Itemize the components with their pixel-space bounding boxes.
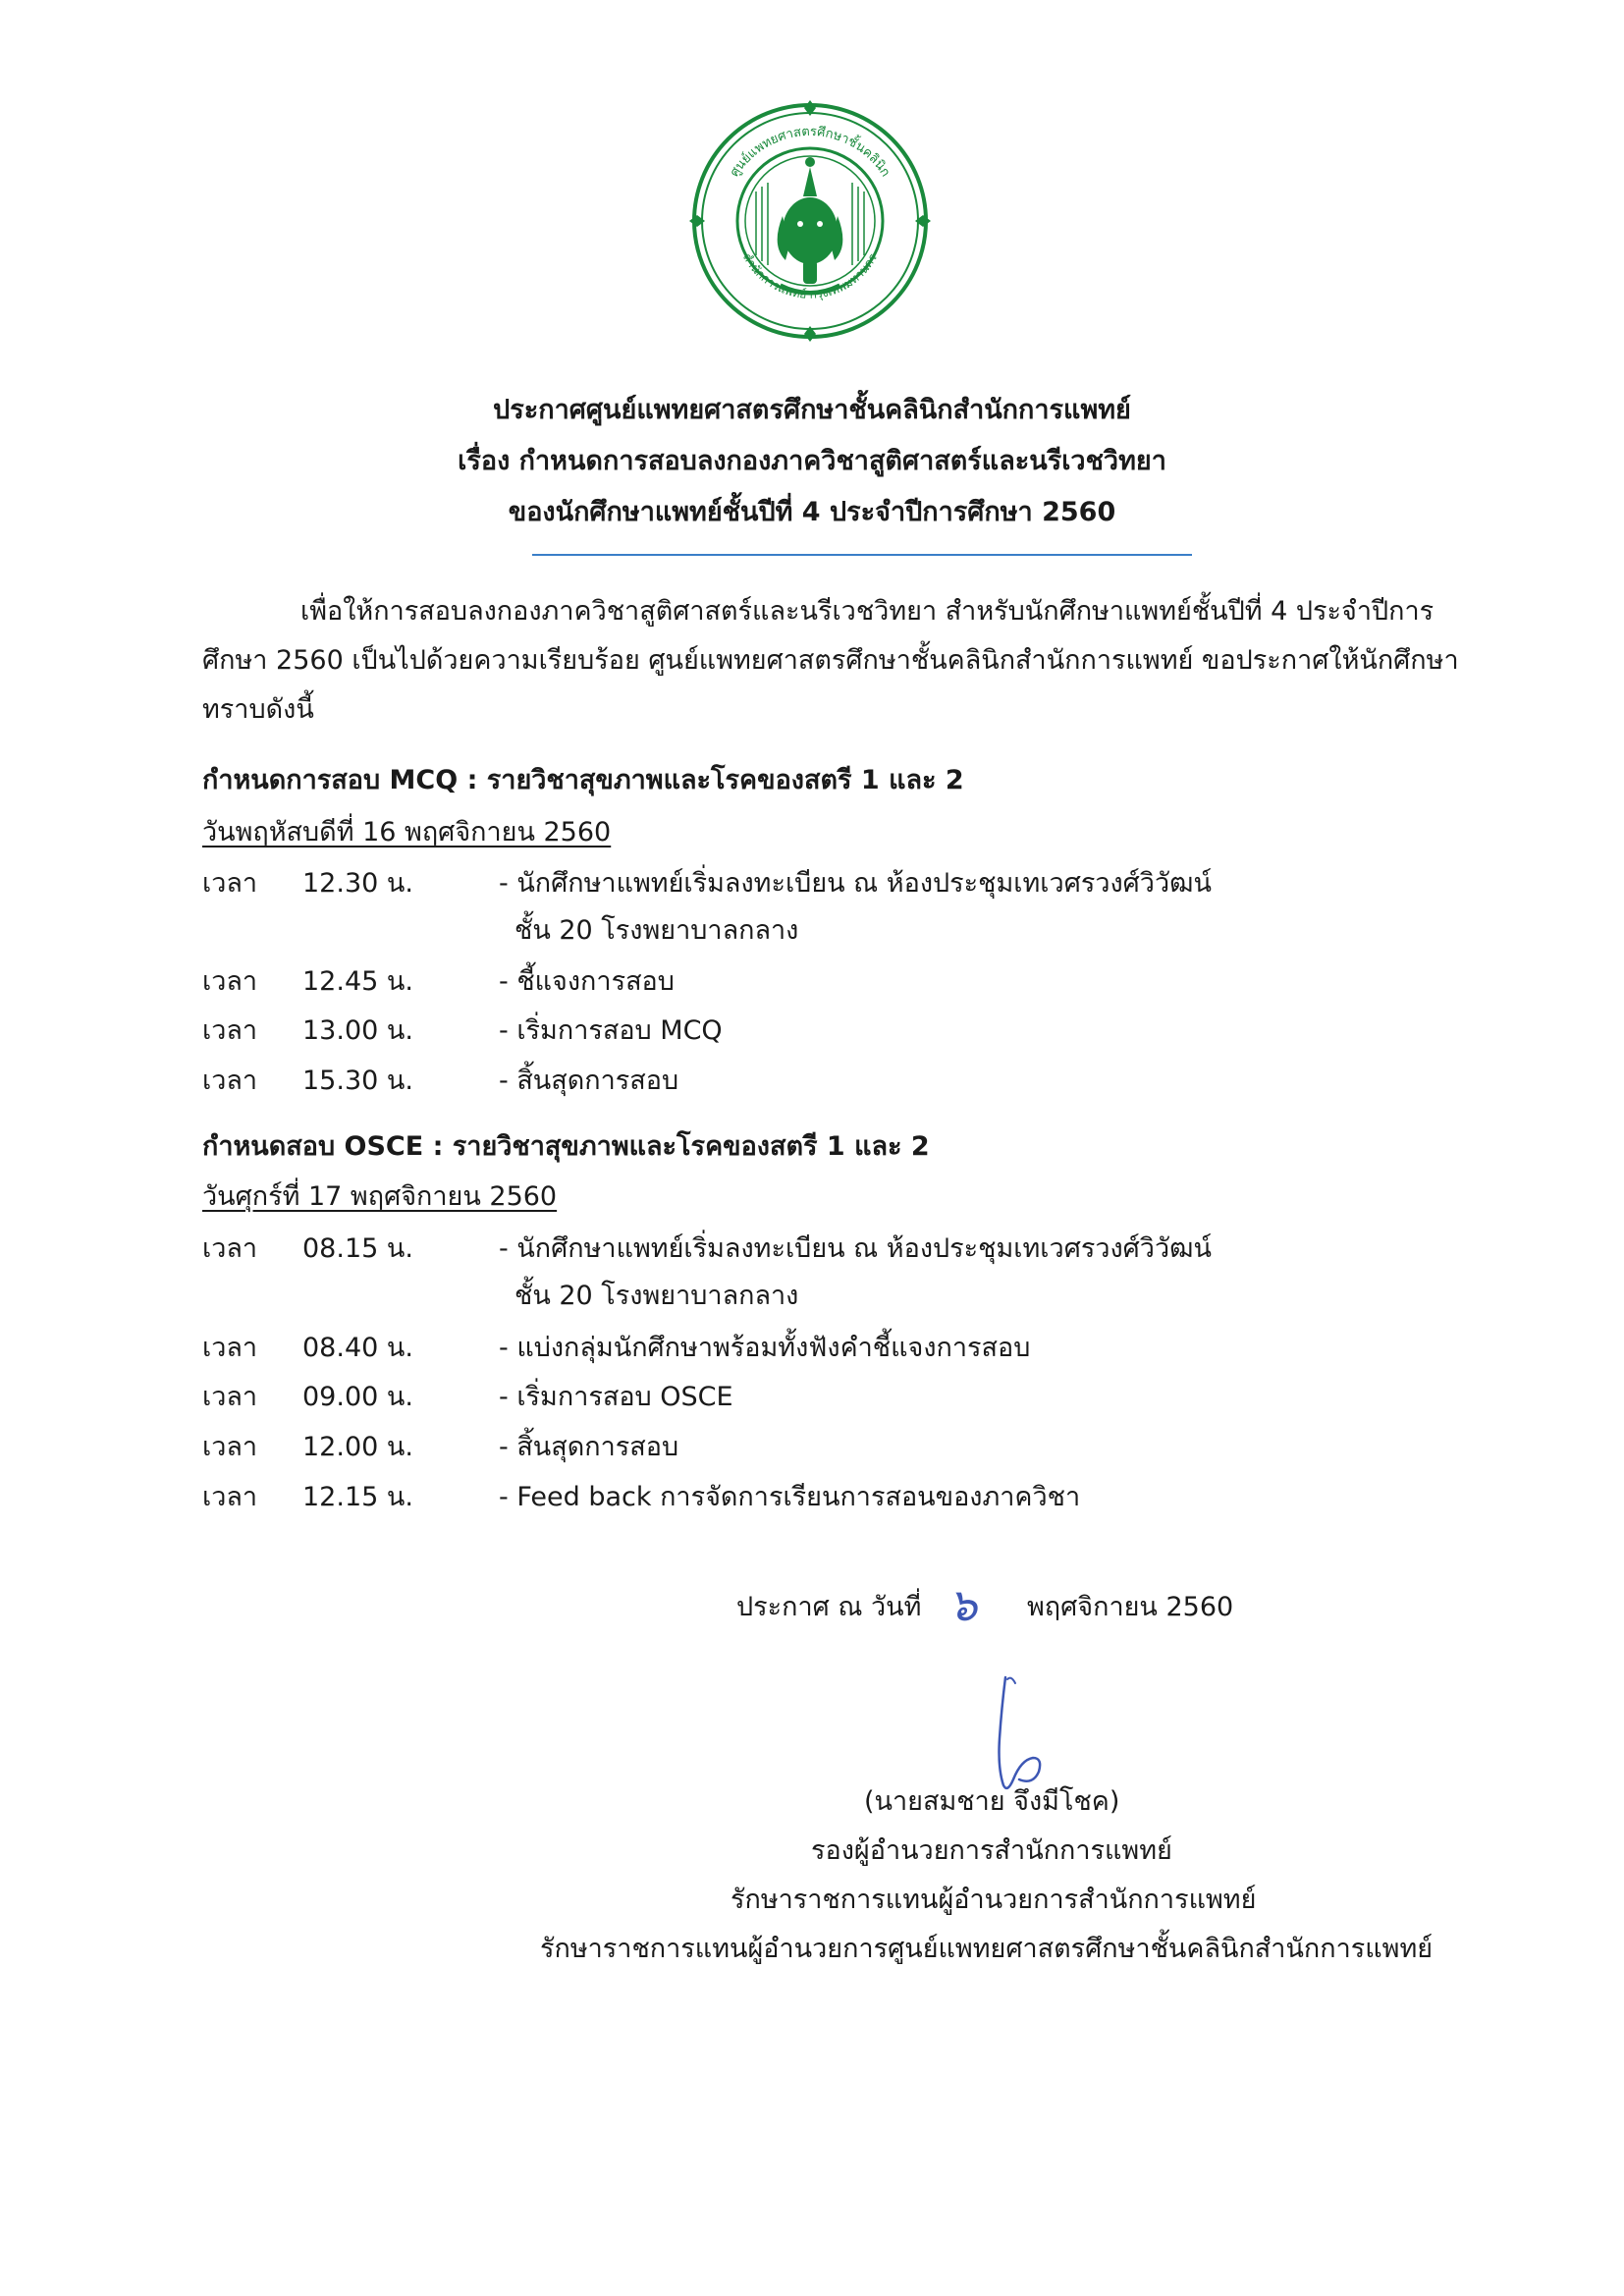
schedule-row <box>202 959 1479 1009</box>
announce-prefix: ประกาศ ณ วันที่ <box>736 1592 922 1622</box>
activity-description: - เริ่มการสอบ OSCE <box>499 1382 733 1412</box>
mcq-date: วันพฤหัสบดีที่ 16 พฤศจิกายน 2560 <box>202 817 612 847</box>
time-value: 12.00 น. <box>302 1432 413 1462</box>
activity-description: - Feed back การจัดการเรียนการสอนของภาควิชา <box>499 1482 1081 1512</box>
time-value: 09.00 น. <box>302 1382 413 1412</box>
activity-description: - ชี้แจงการสอบ <box>499 966 675 997</box>
activity-description: - เริ่มการสอบ MCQ <box>499 1015 723 1046</box>
title-divider <box>532 554 1192 556</box>
schedule-row <box>202 1059 1479 1108</box>
schedule-row <box>202 1326 1479 1375</box>
title-line-1: ประกาศศูนย์แพทยศาสตรศึกษาชั้นคลินิกสำนักการแพทย์ <box>493 395 1131 425</box>
time-label: เวลา <box>202 1066 258 1096</box>
time-value: 13.00 น. <box>302 1015 413 1046</box>
osce-heading: กำหนดสอบ OSCE : รายวิชาสุขภาพและโรคของสตรี 1 และ 2 <box>202 1131 930 1162</box>
time-value: 08.15 น. <box>302 1233 413 1264</box>
schedule-row <box>202 1227 1479 1311</box>
time-label: เวลา <box>202 1432 258 1462</box>
time-label: เวลา <box>202 966 258 997</box>
activity-description: - นักศึกษาแพทย์เริ่มลงทะเบียน ณ ห้องประชุมเทเวศรวงศ์วิวัฒน์ <box>499 1233 1212 1264</box>
schedule-row <box>202 1425 1479 1474</box>
handwritten-day: ๖ <box>948 1578 978 1631</box>
schedule-row <box>202 1009 1479 1058</box>
svg-text:สำนักการแพทย์ กรุงเทพมหานคร: สำนักการแพทย์ กรุงเทพมหานคร <box>739 250 880 301</box>
time-label: เวลา <box>202 1382 258 1412</box>
time-label: เวลา <box>202 1482 258 1512</box>
announce-month-year: พฤศจิกายน 2560 <box>1027 1592 1234 1622</box>
mcq-heading: กำหนดการสอบ MCQ : รายวิชาสุขภาพและโรคของสตรี 1 และ 2 <box>202 765 964 795</box>
time-label: เวลา <box>202 1015 258 1046</box>
schedule-row <box>202 1375 1479 1424</box>
activity-description: - สิ้นสุดการสอบ <box>499 1432 679 1462</box>
signatory-name: (นายสมชาย จึงมีโชค) <box>864 1786 1120 1817</box>
time-value: 12.45 น. <box>302 966 413 997</box>
time-value: 08.40 น. <box>302 1333 413 1363</box>
activity-description: - แบ่งกลุ่มนักศึกษาพร้อมทั้งฟังคำชี้แจงการสอบ <box>499 1333 1031 1363</box>
signatory-title-3: รักษาราชการแทนผู้อำนวยการศูนย์แพทยศาสตรศึกษาชั้นคลินิกสำนักการแพทย์ <box>540 1934 1434 1964</box>
time-label: เวลา <box>202 868 258 899</box>
title-line-3: ของนักศึกษาแพทย์ชั้นปีที่ 4 ประจำปีการศึกษา 2560 <box>508 497 1116 527</box>
intro-paragraph <box>202 587 1494 735</box>
osce-date: วันศุกร์ที่ 17 พฤศจิกายน 2560 <box>202 1181 558 1212</box>
time-label: เวลา <box>202 1233 258 1264</box>
handwritten-signature-icon <box>972 1669 1080 1797</box>
signatory-title-2: รักษาราชการแทนผู้อำนวยการสำนักการแพทย์ <box>731 1885 1257 1915</box>
time-label: เวลา <box>202 1333 258 1363</box>
time-value: 12.30 น. <box>302 868 413 899</box>
activity-location: ชั้น 20 โรงพยาบาลกลาง <box>514 915 799 946</box>
activity-description: - นักศึกษาแพทย์เริ่มลงทะเบียน ณ ห้องประชุมเทเวศรวงศ์วิวัฒน์ <box>499 868 1212 899</box>
time-value: 15.30 น. <box>302 1066 413 1096</box>
announcement-title <box>0 385 1624 538</box>
activity-description: - สิ้นสุดการสอบ <box>499 1066 679 1096</box>
announcement-date <box>0 1578 1624 1640</box>
intro-text: เพื่อให้การสอบลงกองภาควิชาสูติศาสตร์และนรีเวชวิทยา สำหรับนักศึกษาแพทย์ชั้นปีที่ 4 ประจำปีการศึกษา 2560 เป็นไปด้วยความเรียบร้อย ศูนย์แพทยศาสตรศึกษาชั้นคลินิกสำนักการแพทย์ ขอประกาศให้นักศึกษาทราบดังนี้ <box>202 596 1459 725</box>
title-line-2: เรื่อง กำหนดการสอบลงกองภาควิชาสูติศาสตร์และนรีเวชวิทยา <box>458 446 1166 476</box>
time-value: 12.15 น. <box>302 1482 413 1512</box>
activity-location: ชั้น 20 โรงพยาบาลกลาง <box>514 1281 799 1311</box>
schedule-row <box>202 1475 1479 1524</box>
svg-text:ศูนย์แพทยศาสตรศึกษาชั้นคลินิก: ศูนย์แพทยศาสตรศึกษาชั้นคลินิก <box>727 124 893 180</box>
seal-emblem-icon <box>687 98 933 344</box>
signatory-title-1: รองผู้อำนวยการสำนักการแพทย์ <box>811 1835 1172 1866</box>
schedule-row <box>202 861 1479 946</box>
